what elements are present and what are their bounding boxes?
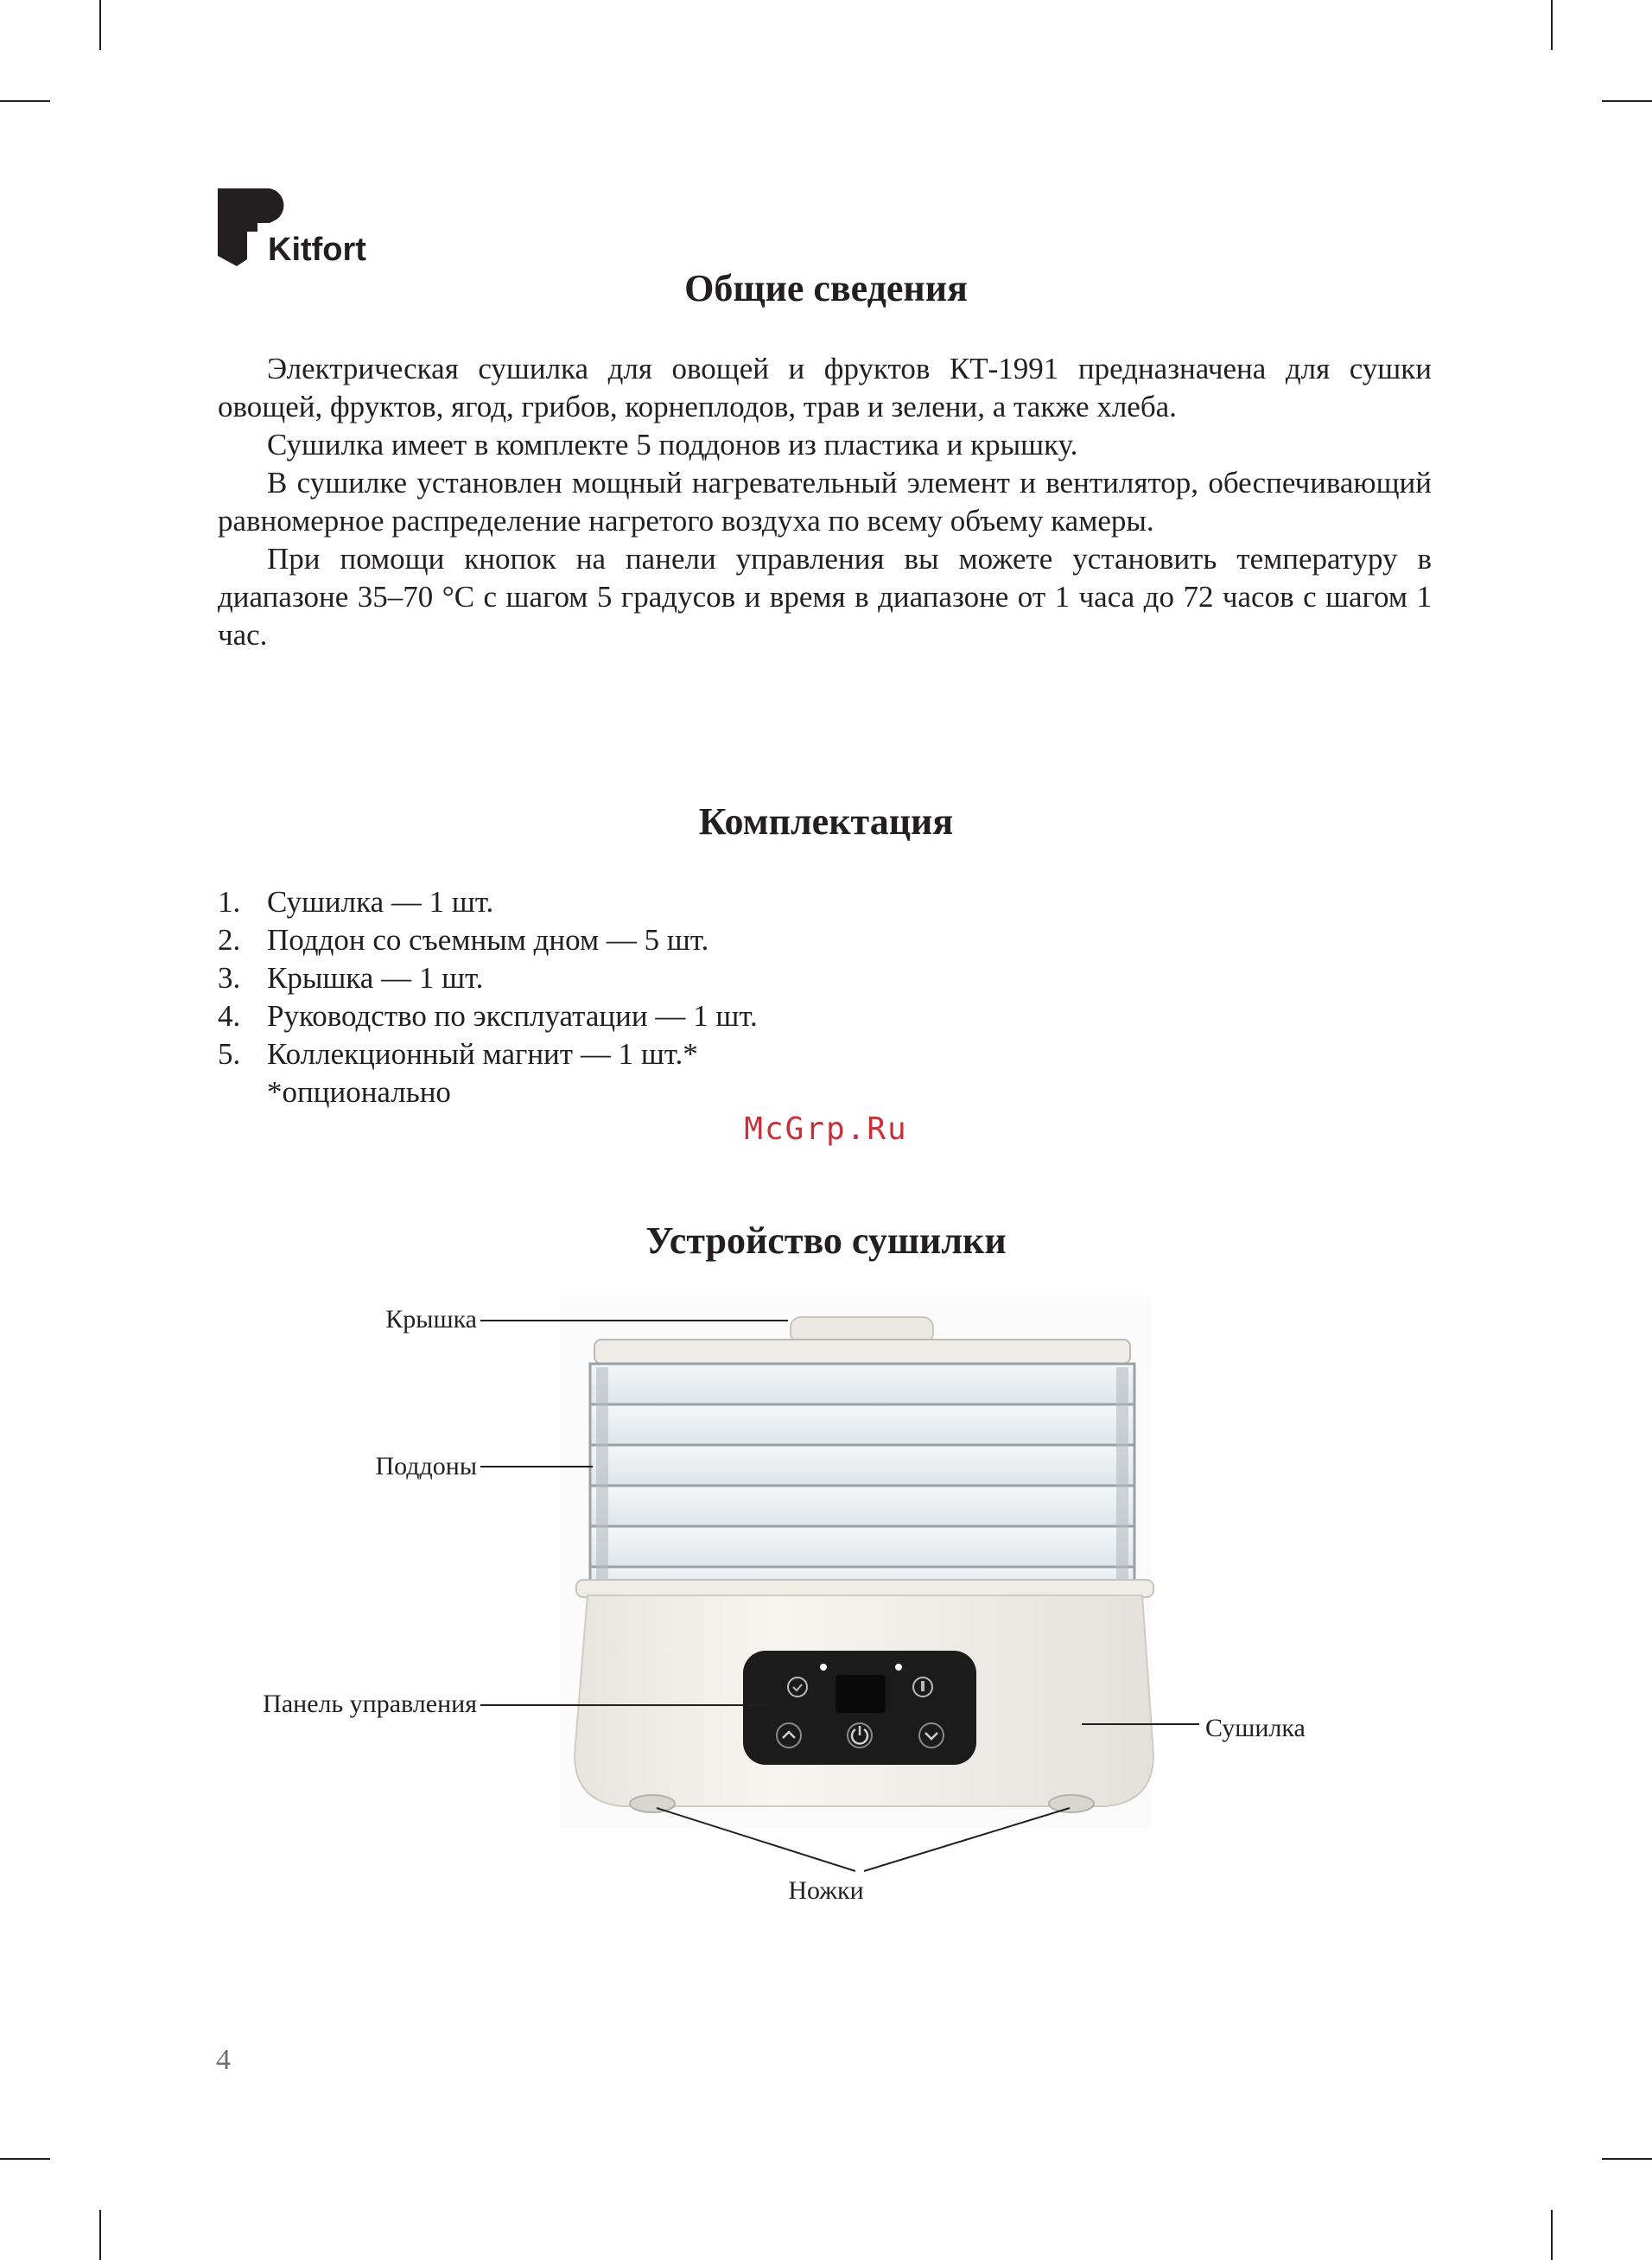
general-title: Общие сведения <box>684 267 968 309</box>
general-paragraph: Электрическая сушилка для овощей и фруктов КТ-1991 предназначена для сушки овощей, фруктов, ягод, грибов, корнеплодов, трав и зелени, а также хлеба. <box>218 352 1432 423</box>
label-body: Сушилка <box>1205 1714 1306 1742</box>
crop-mark <box>1551 0 1553 50</box>
package-list <box>218 883 758 1111</box>
crop-mark <box>1602 2158 1652 2160</box>
list-item: 4. Руководство по эксплуатации — 1 шт. <box>218 999 758 1033</box>
crop-mark <box>99 0 101 50</box>
base-body <box>575 1595 1153 1806</box>
label-lid: Крышка <box>385 1305 477 1334</box>
foot <box>630 1795 675 1812</box>
general-section <box>218 350 1432 654</box>
device-title: Устройство сушилки <box>645 1219 1007 1262</box>
crop-mark <box>0 100 50 102</box>
list-item: 2. Поддон со съемным дном — 5 шт. <box>218 923 709 957</box>
control-panel <box>743 1651 976 1765</box>
label-panel: Панель управления <box>263 1690 477 1718</box>
foot <box>1049 1795 1094 1812</box>
general-paragraph: В сушилке установлен мощный нагревательный элемент и вентилятор, обеспечивающий равномерное распределение нагретого воздуха по всему объему камеры. <box>218 466 1432 538</box>
crop-mark <box>1551 2210 1553 2260</box>
list-item: 3. Крышка — 1 шт. <box>218 961 484 995</box>
package-title: Комплектация <box>698 800 954 843</box>
watermark: McGrp.Ru <box>744 1111 908 1147</box>
lid <box>594 1340 1130 1364</box>
crop-mark <box>1602 100 1652 102</box>
label-feet: Ножки <box>788 1876 864 1905</box>
crop-mark <box>0 2158 50 2160</box>
brand-name: Kitfort <box>268 232 366 268</box>
crop-mark <box>99 2210 101 2260</box>
lid-knob <box>791 1317 933 1343</box>
trays <box>590 1364 1134 1584</box>
optional-note: *опционально <box>267 1075 451 1109</box>
general-paragraph: Сушилка имеет в комплекте 5 поддонов из пластика и крышку. <box>267 428 1078 462</box>
list-item: 1. Сушилка — 1 шт. <box>218 885 494 919</box>
general-paragraph: При помощи кнопок на панели управления вы можете установить температуру в диапазоне 35–70 °С с шагом 5 градусов и время в диапазоне от 1 часа до 72 часов с шагом 1 час. <box>218 542 1432 652</box>
list-item: 5. Коллекционный магнит — 1 шт.* <box>218 1037 698 1071</box>
page-number: 4 <box>216 2044 231 2076</box>
label-trays: Поддоны <box>375 1452 477 1480</box>
